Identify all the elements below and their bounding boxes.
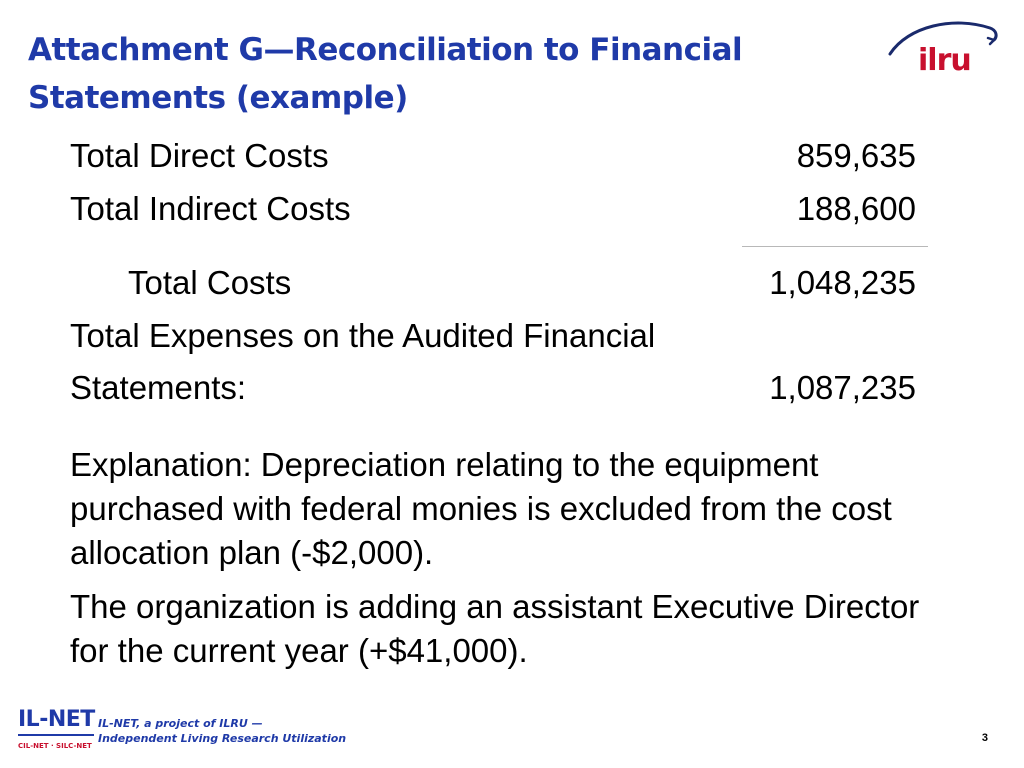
total-costs-amount: 1,048,235 xyxy=(769,264,916,301)
audited-expenses-label-line2: Statements: xyxy=(70,369,247,406)
logo-text: ilru xyxy=(918,43,971,78)
direct-costs-amount: 859,635 xyxy=(796,137,916,174)
note-paragraph: The organization is adding an assistant Executive Director for the current year (+$41,000). xyxy=(70,588,920,669)
direct-costs-label: Total Direct Costs xyxy=(70,137,329,174)
page-number: 3 xyxy=(981,732,988,744)
total-costs-label: Total Costs xyxy=(128,264,292,301)
logo-swoosh-tip xyxy=(988,38,994,44)
il-net-logo-bar xyxy=(18,734,94,736)
footer-line2: Independent Living Research Utilization xyxy=(98,732,347,745)
il-net-logo xyxy=(18,708,104,752)
explanation-paragraph: Explanation: Depreciation relating to the equipment purchased with federal monies is excluded from the cost allocation plan (-$2,000). xyxy=(70,446,892,571)
slide-title xyxy=(28,26,888,122)
audited-expenses-label-line1: Total Expenses on the Audited Financial xyxy=(70,317,656,354)
il-net-logo-subtext: CIL-NET · SILC-NET xyxy=(18,742,92,750)
footer-line1: IL-NET, a project of ILRU — xyxy=(98,717,263,730)
audited-expenses-amount: 1,087,235 xyxy=(769,369,916,406)
ilru-logo-graphic xyxy=(884,14,1002,80)
footer-attribution xyxy=(98,716,346,746)
indirect-costs-label: Total Indirect Costs xyxy=(70,190,351,227)
il-net-logo-text: IL-NET xyxy=(18,707,95,732)
slide-title-line1: Attachment G—Reconciliation to Financial xyxy=(28,32,743,68)
subtotal-rule xyxy=(742,246,928,247)
indirect-costs-amount: 188,600 xyxy=(796,190,916,227)
ilru-logo xyxy=(884,14,1002,80)
slide-title-line2: Statements (example) xyxy=(28,80,408,116)
